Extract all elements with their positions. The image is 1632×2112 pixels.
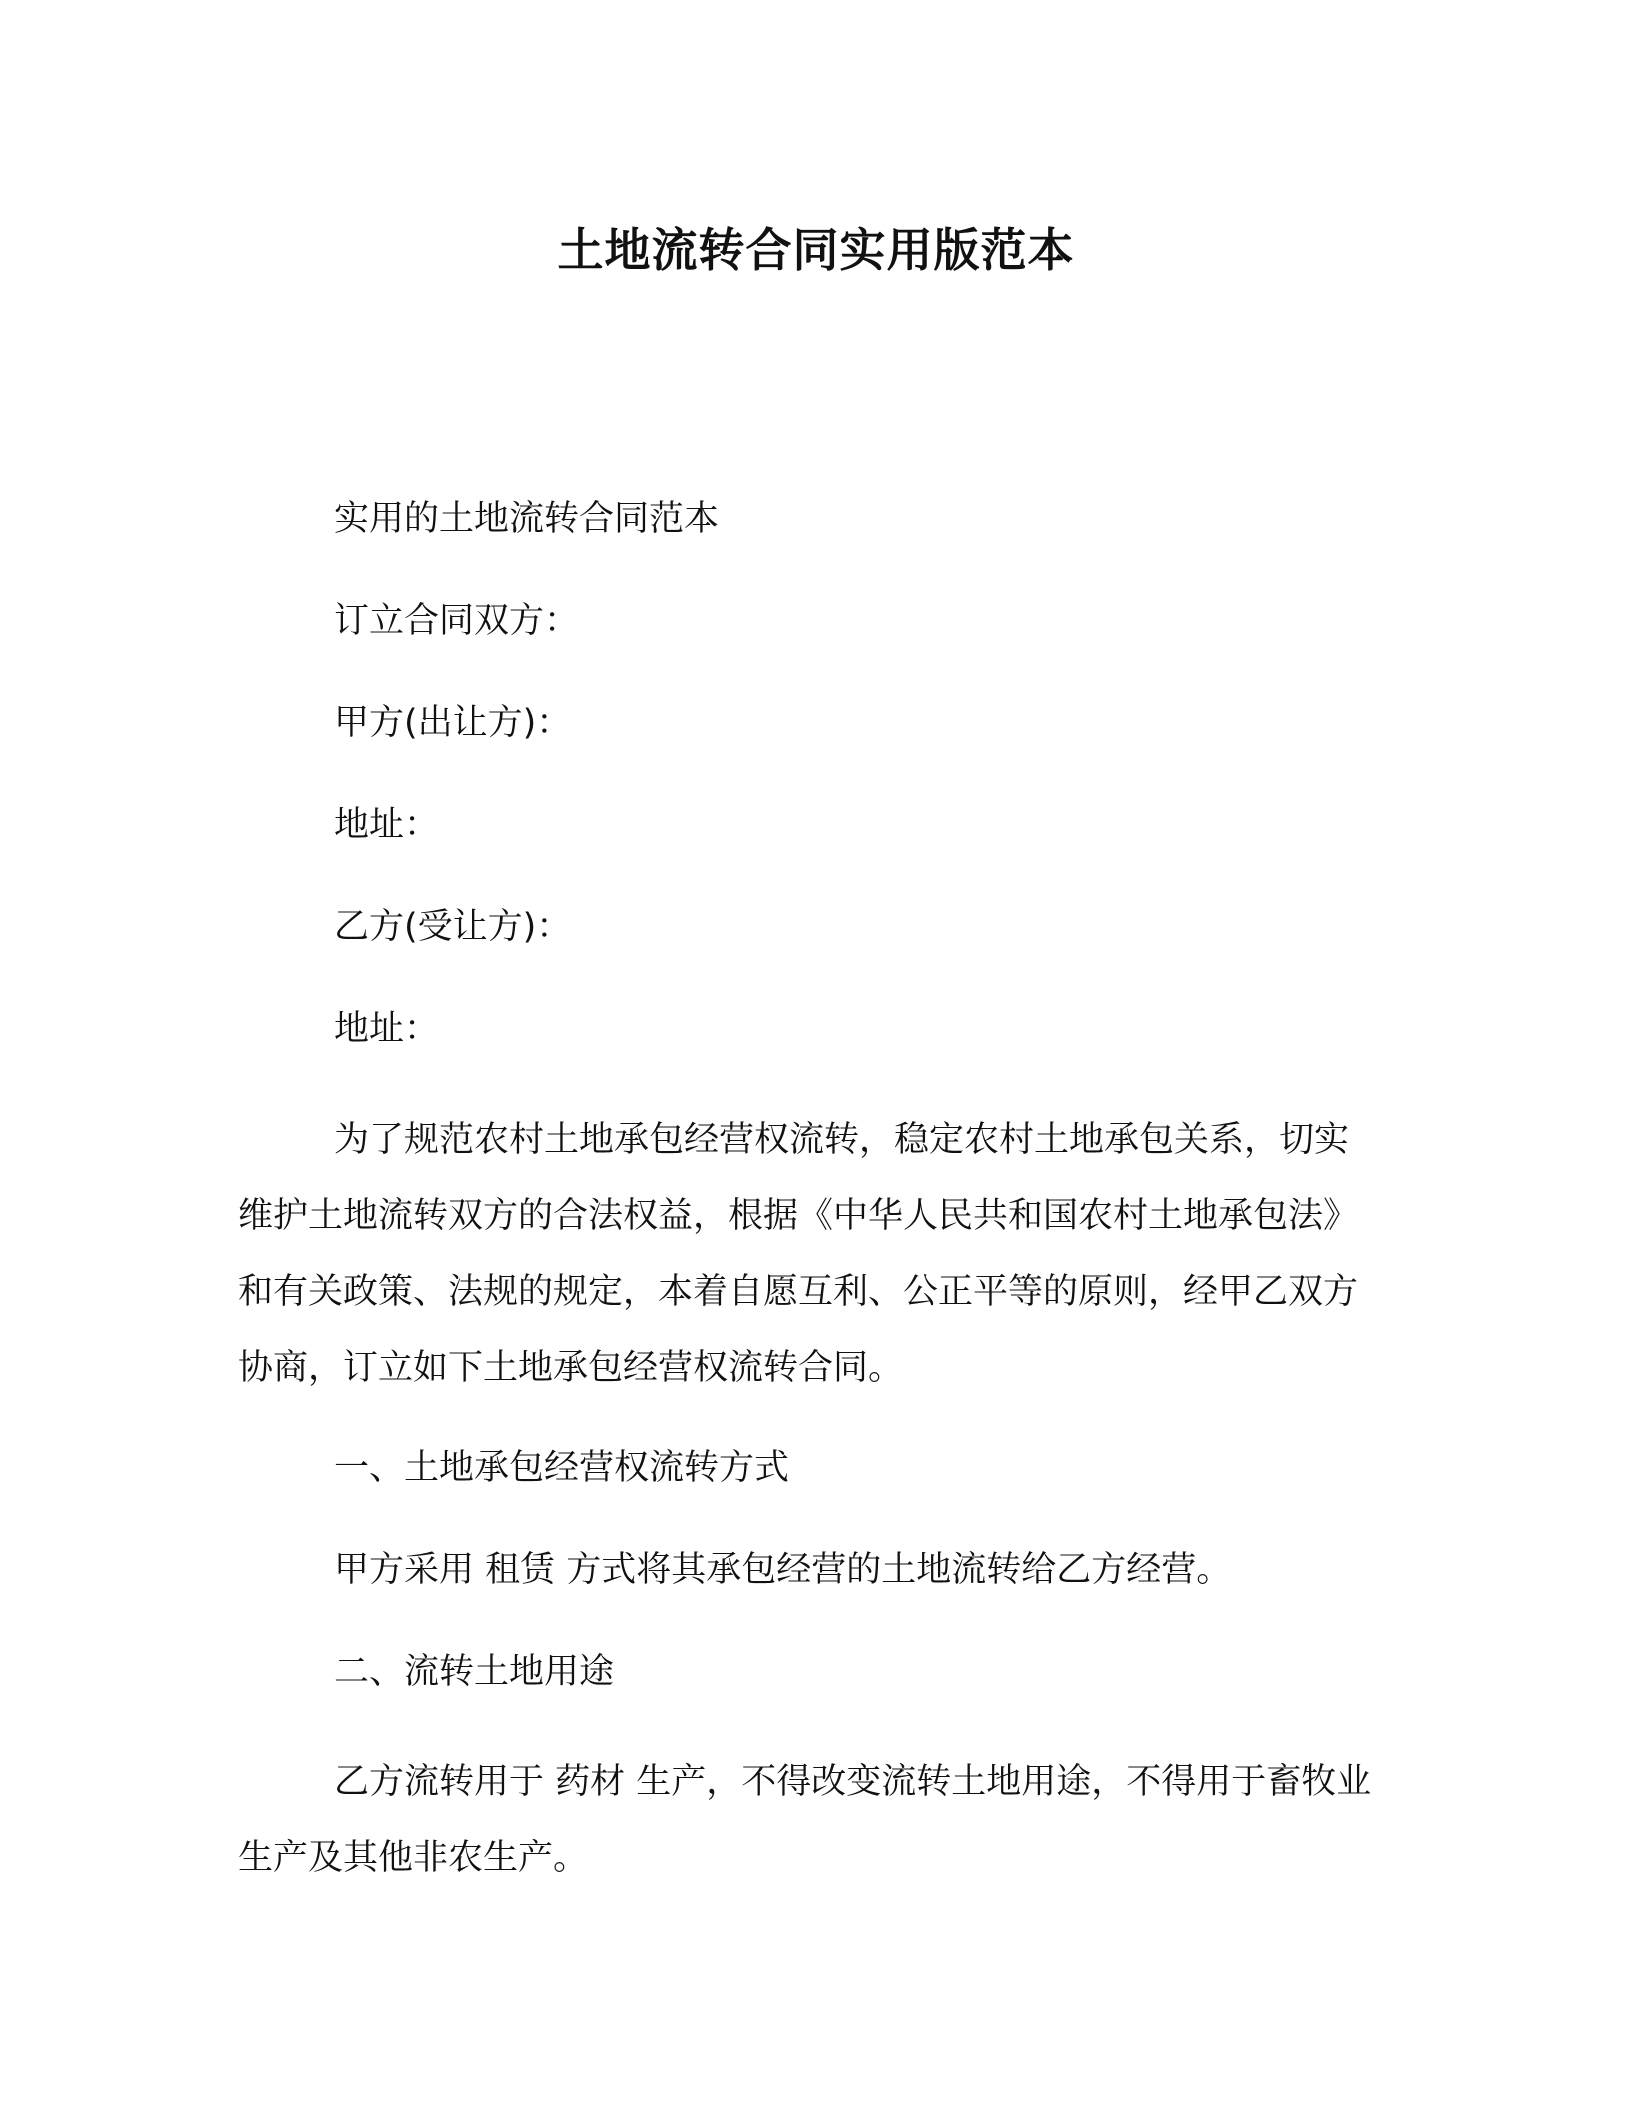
- section-2-text: 乙方流转用于 药材 生产，不得改变流转土地用途，不得用于畜牧业生产及其他非农生产。: [238, 1762, 1372, 1878]
- party-a-address-label: 地址：: [334, 805, 440, 845]
- party-a-label: 甲方(出让方)：: [334, 703, 572, 743]
- section-1-text: 甲方采用 租赁 方式将其承包经营的土地流转给乙方经营。: [334, 1550, 1232, 1590]
- party-b-label: 乙方(受让方)：: [334, 907, 572, 947]
- section-1-heading: 一、土地承包经营权流转方式: [334, 1448, 790, 1488]
- preamble-paragraph: 为了规范农村土地承包经营权流转，稳定农村土地承包关系，切实维护土地流转双方的合法权益，根据《中华人民共和国农村土地承包法》和有关政策、法规的规定，本着自愿互利、公正平等的原则，经甲乙双方协商，订立如下土地承包经营权流转合同。: [238, 1120, 1359, 1388]
- document-title: 土地流转合同实用版范本: [557, 223, 1075, 277]
- party-b-address-label: 地址：: [334, 1009, 440, 1049]
- parties-heading: 订立合同双方：: [334, 601, 580, 641]
- section-2-heading: 二、流转土地用途: [334, 1652, 615, 1692]
- document-subtitle: 实用的土地流转合同范本: [334, 499, 720, 539]
